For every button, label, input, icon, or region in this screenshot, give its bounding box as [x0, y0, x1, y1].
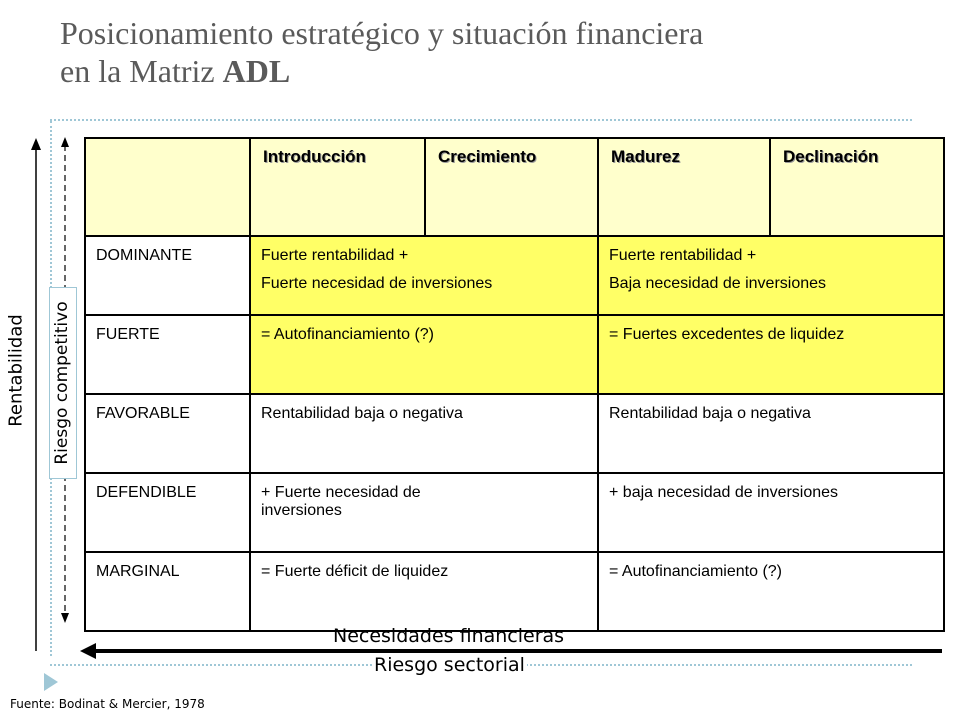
- cell-left: [250, 236, 598, 315]
- cell-right: [598, 552, 944, 631]
- title-line-2-prefix: en la Matriz: [60, 53, 223, 89]
- bullet-triangle-icon: [44, 673, 58, 691]
- cell-text: = Fuertes excedentes de liquidez: [609, 326, 845, 343]
- riesgo-sectorial-label: Riesgo sectorial: [374, 654, 525, 676]
- matrix-header-row: [85, 138, 944, 236]
- header-declinacion: Declinación: [770, 138, 944, 236]
- cell-text: Fuerte necesidad de inversiones: [261, 275, 493, 292]
- cell-left: [250, 394, 598, 473]
- cell-left: [250, 315, 598, 394]
- source-note: Fuente: Bodinat & Mercier, 1978: [10, 697, 205, 711]
- cell-right: [598, 236, 944, 315]
- row-label: FUERTE: [85, 315, 250, 394]
- cell-text: Fuerte rentabilidad +: [609, 247, 757, 264]
- cell-right: [598, 315, 944, 394]
- title-line-1: Posicionamiento estratégico y situación financiera: [60, 15, 704, 51]
- header-madurez: Madurez: [598, 138, 770, 236]
- cell-text: = Fuerte déficit de liquidez: [261, 563, 449, 580]
- cell-text: = Autofinanciamiento (?): [261, 326, 434, 343]
- matrix-row-favorable: [85, 394, 944, 473]
- matrix-row-marginal: [85, 552, 944, 631]
- slide-title: [60, 14, 940, 90]
- necesidades-financieras-label: Necesidades financieras: [333, 625, 565, 647]
- cell-text: Rentabilidad baja o negativa: [261, 405, 463, 422]
- matrix-row-fuerte: [85, 315, 944, 394]
- row-label: DOMINANTE: [85, 236, 250, 315]
- header-crecimiento: Crecimiento: [425, 138, 598, 236]
- title-line-2-bold: ADL: [222, 53, 291, 89]
- cell-text: + Fuerte necesidad de inversiones: [261, 484, 421, 519]
- row-label: FAVORABLE: [85, 394, 250, 473]
- row-label: MARGINAL: [85, 552, 250, 631]
- top-divider: [50, 119, 912, 121]
- matrix-row-dominante: [85, 236, 944, 315]
- cell-left: [250, 552, 598, 631]
- cell-right: [598, 473, 944, 552]
- matrix-row-defendible: [85, 473, 944, 552]
- riesgo-competitivo-label: Riesgo competitivo: [49, 287, 77, 479]
- cell-text: Baja necesidad de inversiones: [609, 275, 827, 292]
- cell-text: + baja necesidad de inversiones: [609, 484, 839, 501]
- row-label: DEFENDIBLE: [85, 473, 250, 552]
- cell-text: Fuerte rentabilidad +: [261, 247, 409, 264]
- rentabilidad-label: Rentabilidad: [5, 314, 27, 427]
- cell-left: [250, 473, 598, 552]
- header-corner: [85, 138, 250, 236]
- cell-text: Rentabilidad baja o negativa: [609, 405, 811, 422]
- cell-text: = Autofinanciamiento (?): [609, 563, 782, 580]
- header-introduccion: Introducción: [250, 138, 425, 236]
- cell-right: [598, 394, 944, 473]
- adl-matrix: [84, 137, 945, 632]
- rentabilidad-arrow: [26, 136, 46, 656]
